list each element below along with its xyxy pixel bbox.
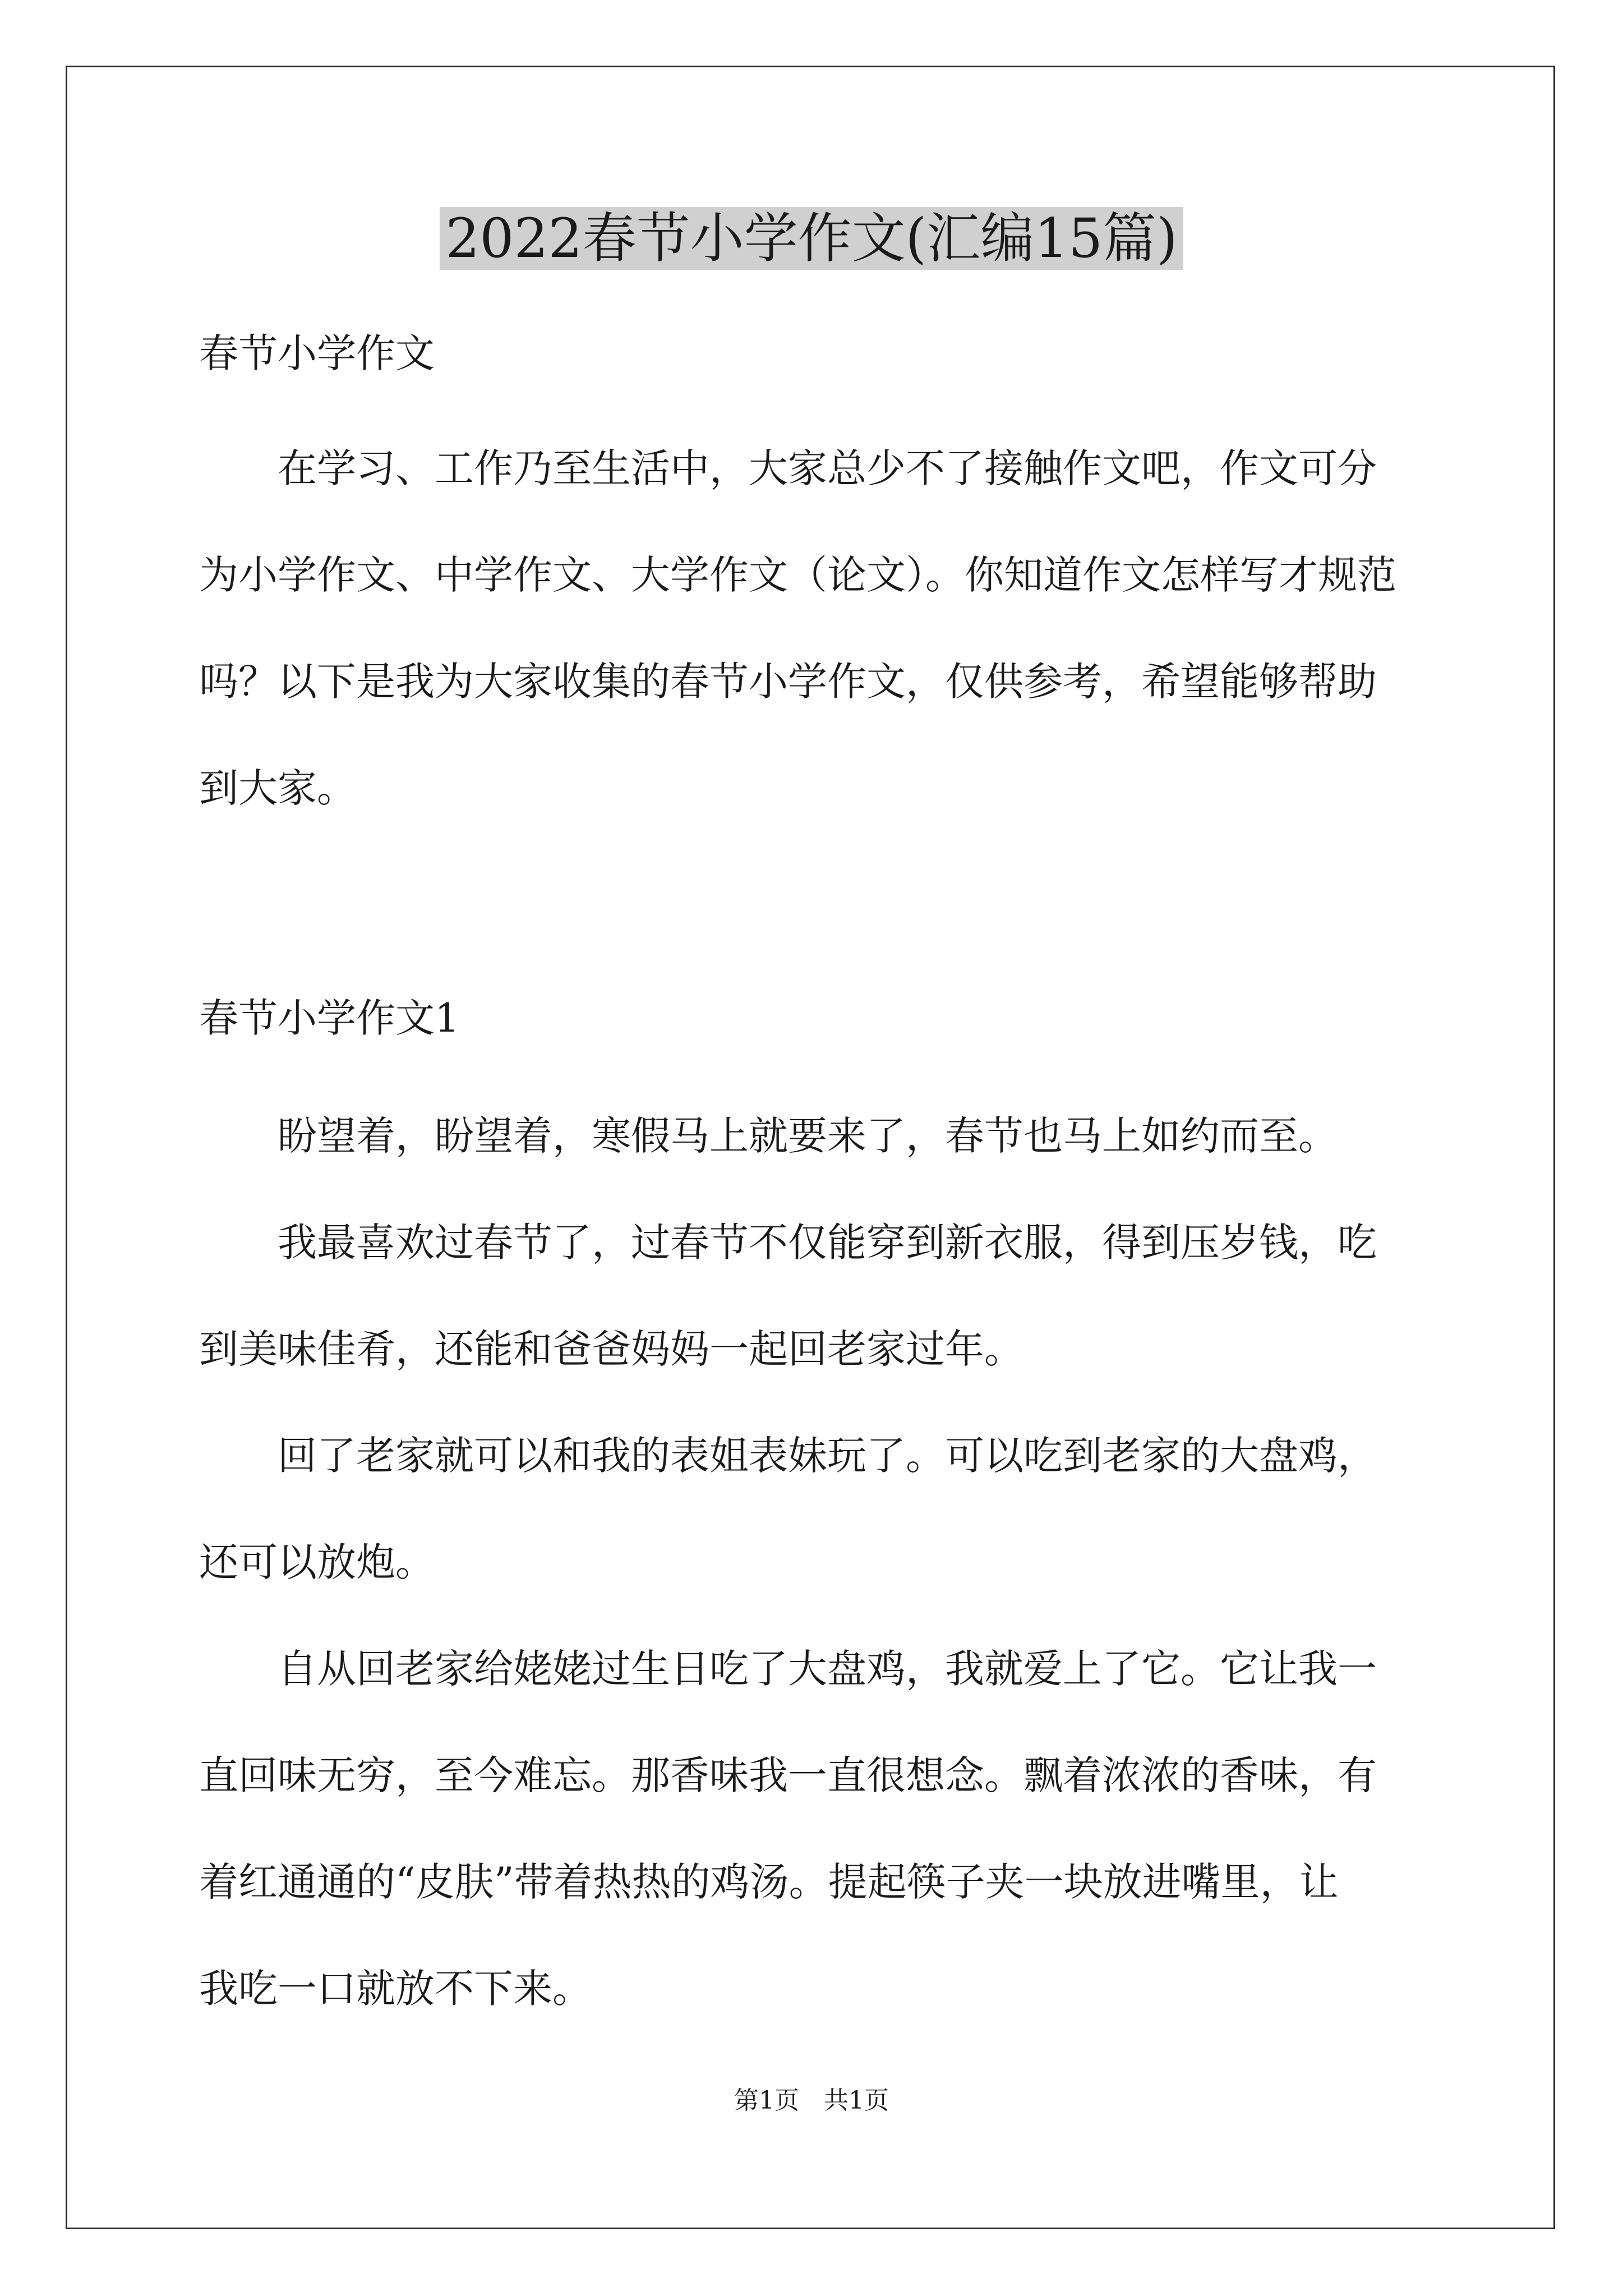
text-line: 吗？以下是我为大家收集的春节小学作文，仅供参考，希望能够帮助 — [199, 659, 1377, 705]
text-line: 到大家。 — [199, 765, 356, 811]
text-line: 还可以放炮。 — [199, 1539, 435, 1585]
text-line: 在学习、工作乃至生活中，大家总少不了接触作文吧，作文可分 — [199, 445, 1377, 491]
text-line: 我最喜欢过春节了，过春节不仅能穿到新衣服，得到压岁钱，吃 — [199, 1220, 1377, 1266]
page-footer: 第1页 共1页 — [734, 2086, 889, 2115]
section-heading-main: 春节小学作文 — [199, 330, 435, 376]
text-line: 自从回老家给姥姥过生日吃了大盘鸡，我就爱上了它。它让我一 — [199, 1646, 1377, 1692]
text-line: 到美味佳肴，还能和爸爸妈妈一起回老家过年。 — [199, 1326, 1023, 1372]
document-title: 2022春节小学作文(汇编15篇) — [0, 199, 1623, 278]
text-line: 直回味无穷，至今难忘。那香味我一直很想念。飘着浓浓的香味，有 — [199, 1752, 1377, 1798]
paragraph-2 — [199, 1189, 1433, 1402]
paragraph-1 — [199, 1083, 1433, 1189]
text-line: 回了老家就可以和我的表姐表妹玩了。可以吃到老家的大盘鸡， — [199, 1433, 1377, 1479]
section-heading-1: 春节小学作文1 — [199, 995, 460, 1041]
text-line: 我吃一口就放不下来。 — [199, 1966, 592, 2012]
intro-paragraph — [199, 415, 1433, 841]
text-line: 为小学作文、中学作文、大学作文（论文）。你知道作文怎样写才规范 — [199, 552, 1396, 598]
paragraph-4 — [199, 1616, 1433, 2042]
text-line: 盼望着，盼望着，寒假马上就要来了，春节也马上如约而至。 — [199, 1113, 1338, 1159]
text-line: 着红通通的“皮肤”带着热热的鸡汤。提起筷子夹一块放进嘴里，让 — [199, 1859, 1339, 1905]
paragraph-3 — [199, 1402, 1433, 1616]
